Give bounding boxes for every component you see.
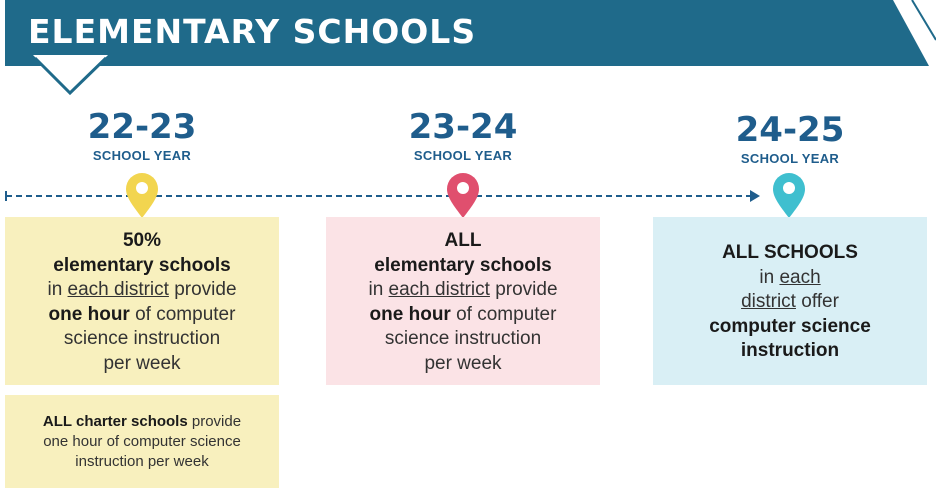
year-label: SCHOOL YEAR — [413, 148, 513, 163]
card-charter-schools: ALL charter schools — [42, 413, 188, 430]
card-24-25 — [653, 217, 927, 385]
timeline-arrow-icon — [750, 190, 760, 202]
card-one-hour: one hour — [369, 303, 451, 325]
year-number: 23-24 — [408, 107, 518, 147]
card-text: in — [368, 279, 389, 300]
year-24-25 — [690, 110, 890, 166]
card-each-district: each district — [388, 279, 490, 300]
card-text: provide — [187, 413, 242, 430]
card-text: per week — [103, 352, 181, 374]
card-text: of computer — [129, 303, 236, 325]
pin-pink-icon — [447, 173, 479, 218]
pin-teal-icon — [773, 173, 805, 218]
card-schools: elementary schools — [53, 254, 231, 276]
card-percent: 50% — [122, 230, 162, 251]
card-all-schools: ALL SCHOOLS — [722, 242, 858, 263]
year-label: SCHOOL YEAR — [740, 151, 840, 166]
year-22-23 — [42, 107, 242, 163]
card-schools: elementary schools — [374, 254, 552, 276]
card-text: in — [47, 279, 68, 300]
card-one-hour: one hour — [48, 303, 130, 325]
card-23-24 — [326, 217, 600, 385]
banner-corner-line — [912, 0, 936, 40]
card-all: ALL — [444, 230, 482, 251]
card-text: science instruction — [384, 328, 542, 349]
year-number: 22-23 — [87, 107, 197, 147]
banner-chevron-icon — [33, 55, 108, 93]
card-text: provide — [489, 279, 558, 300]
card-charter — [5, 395, 279, 488]
card-text: in — [759, 266, 780, 288]
card-text: one hour of computer science — [43, 433, 241, 450]
card-district: district — [741, 291, 796, 312]
card-text: of computer — [450, 303, 557, 325]
card-text: per week — [424, 352, 502, 374]
year-23-24 — [363, 107, 563, 163]
year-label: SCHOOL YEAR — [92, 148, 192, 163]
card-text: instruction per week — [75, 453, 209, 470]
pin-yellow-icon — [126, 173, 158, 218]
card-text: science instruction — [63, 328, 221, 349]
banner-title: ELEMENTARY SCHOOLS — [28, 12, 477, 51]
year-number: 24-25 — [735, 110, 845, 150]
card-cs: computer science — [709, 315, 871, 337]
card-instruction: instruction — [740, 340, 840, 361]
card-each: each — [779, 266, 821, 288]
card-text: provide — [168, 279, 237, 300]
card-22-23 — [5, 217, 279, 385]
card-text: offer — [795, 291, 839, 312]
card-each-district: each district — [67, 279, 169, 300]
